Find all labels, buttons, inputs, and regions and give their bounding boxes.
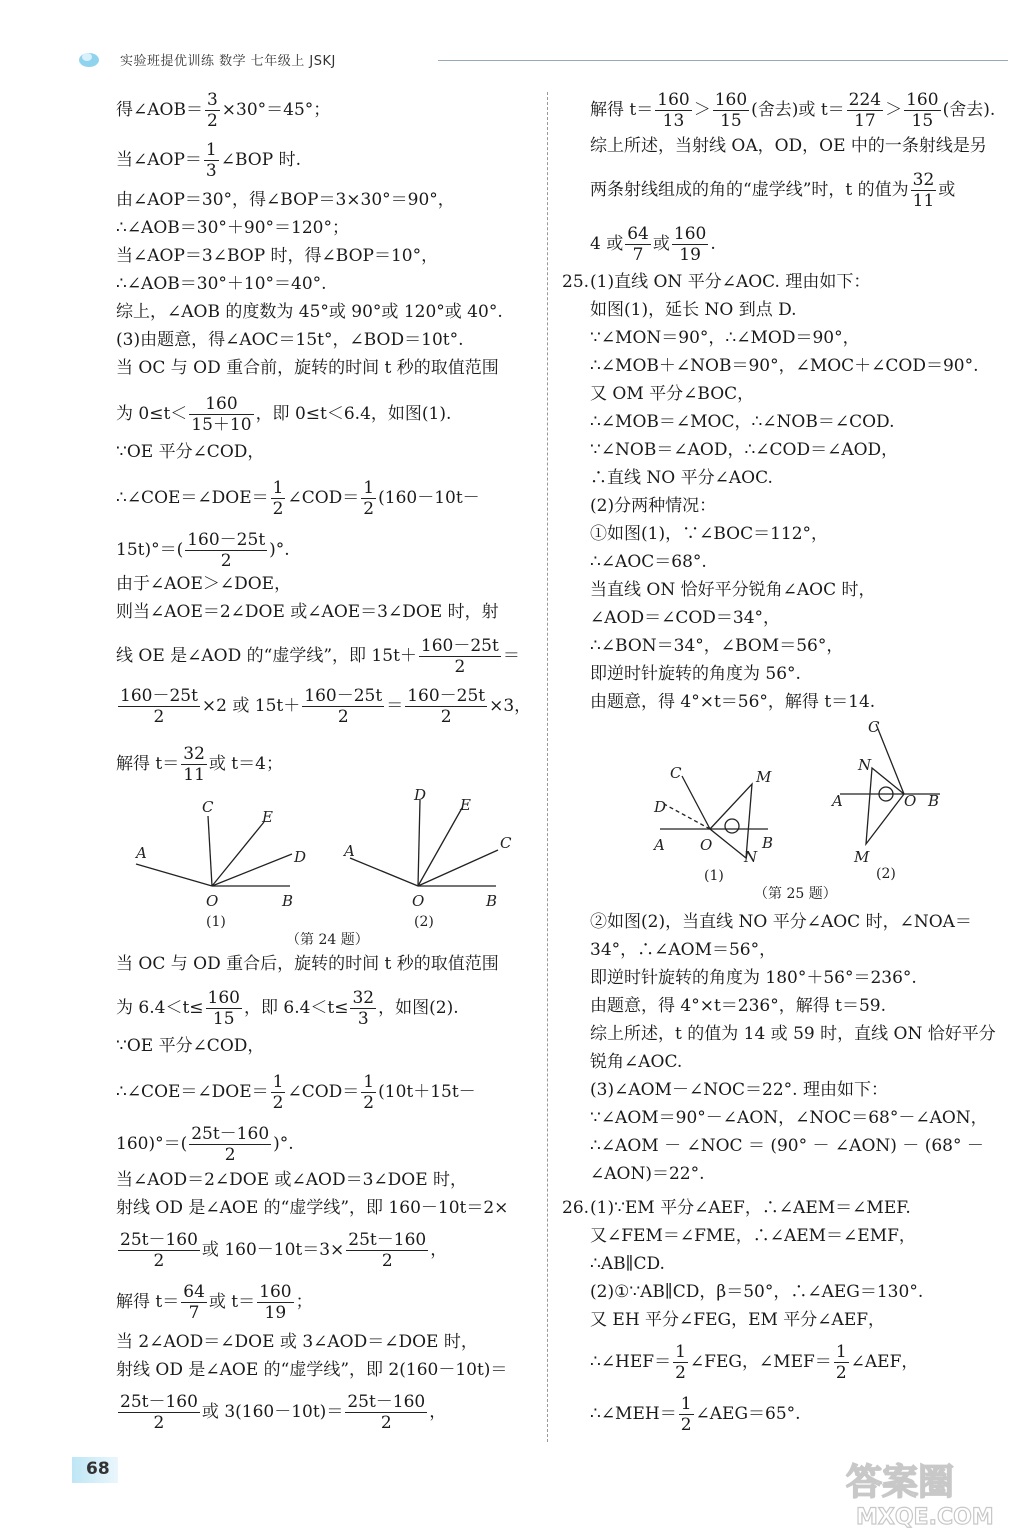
figure-24-part-1 <box>136 816 292 886</box>
solution-line: 为 6.4＜t≤ $\frac{160}{15}$ ，即 6.4＜t≤ $\frac{32}{3}$ ，如图(2). <box>116 988 459 1029</box>
fraction: $\frac{160}{19}$ <box>673 224 707 265</box>
figure-label: C <box>202 798 214 816</box>
figure-25-part-1 <box>660 776 768 858</box>
figure-25 <box>640 712 960 908</box>
fraction: $\frac{160}{19}$ <box>259 1282 292 1323</box>
solution-line: ①如图(1)，∵∠BOC＝112°， <box>590 524 829 544</box>
svg-text:MXQE.COM: MXQE.COM <box>856 1505 994 1530</box>
solution-line: ∴∠COE＝∠DOE＝ $\frac{1}{2}$ ∠COD＝ $\frac{1}{2}$ (10t＋15t－ <box>116 1072 476 1113</box>
svg-text:答案圈: 答案圈 <box>846 1462 955 1503</box>
solution-line: ∵OE 平分∠COD， <box>116 1036 265 1056</box>
solution-line: 34°，∴∠AOM＝56°， <box>590 940 777 960</box>
solution-line: 综上，∠AOB 的度数为 45°或 90°或 120°或 40°. <box>116 302 503 322</box>
figure-label: A <box>832 792 843 810</box>
watermark-logo <box>838 1450 1008 1530</box>
fraction: $\frac{160}{15+10}$ <box>191 394 252 435</box>
solution-line: 即逆时针旋转的角度为 180°＋56°＝236°. <box>590 968 917 988</box>
figure-label: N <box>744 848 758 866</box>
fraction: $\frac{25t-160}{2}$ <box>191 1124 270 1165</box>
solution-line: ∴∠COE＝∠DOE＝ $\frac{1}{2}$ ∠COD＝ $\frac{1}{2}$ (160－10t－ <box>116 478 480 519</box>
header-rule <box>438 60 1008 61</box>
solution-line: 当∠AOP＝3∠BOP 时，得∠BOP＝10°， <box>116 246 439 266</box>
header-title: 实验班提优训练 数学 七年级上 JSKJ <box>120 54 336 69</box>
figure-label: B <box>762 834 774 852</box>
solution-line: (2)分两种情况： <box>590 496 717 516</box>
fraction: $\frac{1}{2}$ <box>680 1394 692 1435</box>
solution-line: ∴∠AOM － ∠NOC ＝ (90° － ∠AON) － (68° － <box>590 1136 984 1156</box>
figure-label: D <box>414 786 427 804</box>
figure-caption: （第 24 题） <box>286 932 369 948</box>
question-number: 25. <box>562 272 590 292</box>
solution-line: ∴∠MEH＝ $\frac{1}{2}$ ∠AEG＝65°. <box>590 1394 801 1435</box>
figure-caption: （第 25 题） <box>754 886 837 902</box>
fraction: $\frac{1}{2}$ <box>675 1342 686 1383</box>
solution-line: ∠AOD＝∠COD＝34°， <box>590 608 781 628</box>
solution-line: 两条射线组成的角的“虚学线”时，t 的值为 $\frac{32}{11}$ 或 <box>590 170 956 211</box>
fraction: $\frac{25t-160}{2}$ <box>120 1392 198 1433</box>
fraction: $\frac{160}{15}$ <box>207 988 240 1029</box>
figure-label: M <box>756 768 772 786</box>
fraction: $\frac{32}{3}$ <box>352 988 375 1029</box>
figure-label: D <box>294 848 307 866</box>
figure-label: A <box>136 844 147 862</box>
solution-line: ∵OE 平分∠COD， <box>116 442 265 462</box>
solution-line: 线 OE 是∠AOD 的“虚学线”，即 15t＋ $\frac{160-25t}{2}$ ＝ <box>116 636 520 677</box>
solution-line: (3)由题意，得∠AOC＝15t°，∠BOD＝10t°. <box>116 330 464 350</box>
fraction: $\frac{25t-160}{2}$ <box>120 1230 198 1271</box>
solution-line: $\frac{160-25t}{2}$ ×2 或 15t＋ $\frac{160-25t}{2}$ ＝ $\frac{160-25t}{2}$ ×3， <box>120 686 532 727</box>
fraction: $\frac{160-25t}{2}$ <box>420 636 499 677</box>
solution-line: 为 0≤t＜ $\frac{160}{15+10}$ ，即 0≤t＜6.4，如图(1). <box>116 394 452 435</box>
solution-line: 4 或 $\frac{64}{7}$ 或 $\frac{160}{19}$ . <box>590 224 716 265</box>
solution-line: 由∠AOP＝30°，得∠BOP＝3×30°＝90°， <box>116 190 455 210</box>
figure-sublabel: (1) <box>206 914 226 930</box>
book-logo-icon <box>78 50 100 68</box>
solution-line: ∠AON)＝22°. <box>590 1164 705 1184</box>
figure-label: N <box>858 756 872 774</box>
figure-sublabel: (2) <box>414 914 434 930</box>
fraction: $\frac{1}{2}$ <box>363 1072 375 1113</box>
fraction: $\frac{3}{2}$ <box>206 90 218 131</box>
figure-label: A <box>344 842 355 860</box>
solution-line: ∴∠MOB＋∠NOB＝90°，∠MOC＋∠COD＝90°. <box>590 356 979 376</box>
solution-line: ∵∠AOM＝90°－∠AON，∠NOC＝68°－∠AON， <box>590 1108 988 1128</box>
solution-line: 综上所述，t 的值为 14 或 59 时，直线 ON 恰好平分 <box>590 1024 996 1044</box>
solution-line: ∴∠MOB＝∠MOC，∴∠NOB＝∠COD. <box>590 412 895 432</box>
figure-label: B <box>282 892 294 910</box>
figure-label: B <box>928 792 940 810</box>
page-number: 68 <box>72 1457 118 1483</box>
solution-line: 160)°＝( $\frac{25t-160}{2}$ )°. <box>116 1124 294 1165</box>
figure-label: C <box>868 718 880 736</box>
solution-line: ∴∠AOB＝30°＋10°＝40°. <box>116 274 327 294</box>
fraction: $\frac{160-25t}{2}$ <box>407 686 486 727</box>
solution-line: 由于∠AOE＞∠DOE， <box>116 574 292 594</box>
solution-line: 由题意，得 4°×t＝236°，解得 t＝59. <box>590 996 887 1016</box>
solution-line: 解得 t＝ $\frac{64}{7}$ 或 t＝ $\frac{160}{19}$ ； <box>116 1282 313 1323</box>
figure-label: E <box>460 796 471 814</box>
solution-line: (1)直线 ON 平分∠AOC. 理由如下： <box>590 272 871 292</box>
solution-line: ∴∠AOC＝68°. <box>590 552 707 572</box>
solution-line: ∴直线 NO 平分∠AOC. <box>590 468 773 488</box>
solution-line: 如图(1)，延长 NO 到点 D. <box>590 300 797 320</box>
solution-line: ∵∠MON＝90°，∴∠MOD＝90°， <box>590 328 860 348</box>
solution-line: 又 EH 平分∠FEG，EM 平分∠AEF， <box>590 1310 886 1330</box>
fraction: $\frac{64}{7}$ <box>627 224 649 265</box>
solution-line: 15t)°＝( $\frac{160-25t}{2}$ )°. <box>116 530 290 571</box>
solution-line: 射线 OD 是∠AOE 的“虚学线”，即 2(160－10t)＝ <box>116 1360 508 1380</box>
solution-line: 当∠AOD＝2∠DOE 或∠AOD＝3∠DOE 时， <box>116 1170 468 1190</box>
figure-sublabel: (2) <box>876 866 896 882</box>
solution-line: 即逆时针旋转的角度为 56°. <box>590 664 801 684</box>
solution-line: (2)①∵AB∥CD，β＝50°，∴∠AEG＝130°. <box>590 1282 924 1302</box>
solution-line: 当 2∠AOD＝∠DOE 或 3∠AOD＝∠DOE 时， <box>116 1332 478 1352</box>
figure-24 <box>130 786 530 948</box>
solution-line: 又 OM 平分∠BOC， <box>590 384 755 404</box>
solution-line: 锐角∠AOC. <box>590 1052 683 1072</box>
fraction: $\frac{1}{2}$ <box>272 478 284 519</box>
figure-sublabel: (1) <box>704 868 724 884</box>
solution-line: 射线 OD 是∠AOE 的“虚学线”，即 160－10t＝2× <box>116 1198 509 1218</box>
fraction: $\frac{160}{15}$ <box>906 90 939 131</box>
solution-line: ∴AB∥CD. <box>590 1254 665 1274</box>
figure-label: O <box>700 836 713 854</box>
fraction: $\frac{160}{13}$ <box>657 90 690 131</box>
solution-line: 解得 t＝ $\frac{32}{11}$ 或 t＝4； <box>116 744 283 785</box>
fraction: $\frac{1}{2}$ <box>272 1072 284 1113</box>
solution-line: ∴∠AOB＝30°＋90°＝120°； <box>116 218 349 238</box>
page-header <box>78 48 1008 72</box>
solution-line: (3)∠AOM－∠NOC＝22°. 理由如下： <box>590 1080 888 1100</box>
fraction: $\frac{1}{2}$ <box>835 1342 847 1383</box>
solution-line: ∴∠BON＝34°，∠BOM＝56°， <box>590 636 844 656</box>
figure-24-part-2 <box>350 800 498 886</box>
figure-label: M <box>854 848 870 866</box>
solution-line: $\frac{25t-160}{2}$ 或 160－10t＝3× $\frac{25t-160}{2}$ ， <box>120 1230 448 1271</box>
figure-label: A <box>654 836 665 854</box>
solution-line: ∵∠NOB＝∠AOD，∴∠COD＝∠AOD， <box>590 440 899 460</box>
question-number: 26. <box>562 1198 590 1218</box>
figure-label: E <box>262 808 273 826</box>
solution-line: ∴∠HEF＝ $\frac{1}{2}$ ∠FEG，∠MEF＝ $\frac{1}{2}$ ∠AEF， <box>590 1342 919 1383</box>
figure-label: C <box>670 764 682 782</box>
figure-label: C <box>500 834 512 852</box>
solution-line: 当 OC 与 OD 重合前，旋转的时间 t 秒的取值范围 <box>116 358 499 378</box>
fraction: $\frac{25t-160}{2}$ <box>347 1392 426 1433</box>
fraction: $\frac{160-25t}{2}$ <box>187 530 266 571</box>
figure-label: B <box>486 892 498 910</box>
fraction: $\frac{32}{11}$ <box>183 744 205 785</box>
figure-label: O <box>904 792 917 810</box>
figure-label: O <box>412 892 425 910</box>
solution-line: 则当∠AOE＝2∠DOE 或∠AOE＝3∠DOE 时，射 <box>116 602 499 622</box>
column-divider <box>547 92 548 1442</box>
fraction: $\frac{160}{15}$ <box>714 90 748 131</box>
solution-line: 又∠FEM＝∠FME，∴∠AEM＝∠EMF， <box>590 1226 916 1246</box>
solution-line: 解得 t＝ $\frac{160}{13}$ ＞ $\frac{160}{15}$ (舍去)或 t＝ $\frac{224}{17}$ ＞ $\frac{160}{15}$ (舍去). <box>590 90 996 131</box>
solution-line: 综上所述，当射线 OA，OD，OE 中的一条射线是另 <box>590 136 987 156</box>
solution-line: 当 OC 与 OD 重合后，旋转的时间 t 秒的取值范围 <box>116 954 499 974</box>
solution-line: 得∠AOB＝ $\frac{3}{2}$ ×30°＝45°； <box>116 90 331 131</box>
solution-line: (1)∵EM 平分∠AEF，∴∠AEM＝∠MEF. <box>590 1198 911 1218</box>
fraction: $\frac{25t-160}{2}$ <box>348 1230 427 1271</box>
solution-line: $\frac{25t-160}{2}$ 或 3(160－10t)＝ $\frac{25t-160}{2}$ ， <box>120 1392 447 1433</box>
figure-label: O <box>206 892 219 910</box>
fraction: $\frac{1}{2}$ <box>363 478 375 519</box>
solution-line: 当∠AOP＝ $\frac{1}{3}$ ∠BOP 时. <box>116 140 301 181</box>
figure-label: D <box>654 798 667 816</box>
fraction: $\frac{160-25t}{2}$ <box>120 686 198 727</box>
solution-line: ②如图(2)，当直线 NO 平分∠AOC 时，∠NOA＝ <box>590 912 972 932</box>
fraction: $\frac{32}{11}$ <box>912 170 935 211</box>
fraction: $\frac{1}{3}$ <box>205 140 217 181</box>
fraction: $\frac{160-25t}{2}$ <box>304 686 383 727</box>
figure-25-part-2 <box>840 724 940 844</box>
fraction: $\frac{64}{7}$ <box>183 1282 205 1323</box>
solution-line: 由题意，得 4°×t＝56°，解得 t＝14. <box>590 692 876 712</box>
solution-line: 当直线 ON 恰好平分锐角∠AOC 时， <box>590 580 876 600</box>
fraction: $\frac{224}{17}$ <box>848 90 882 131</box>
